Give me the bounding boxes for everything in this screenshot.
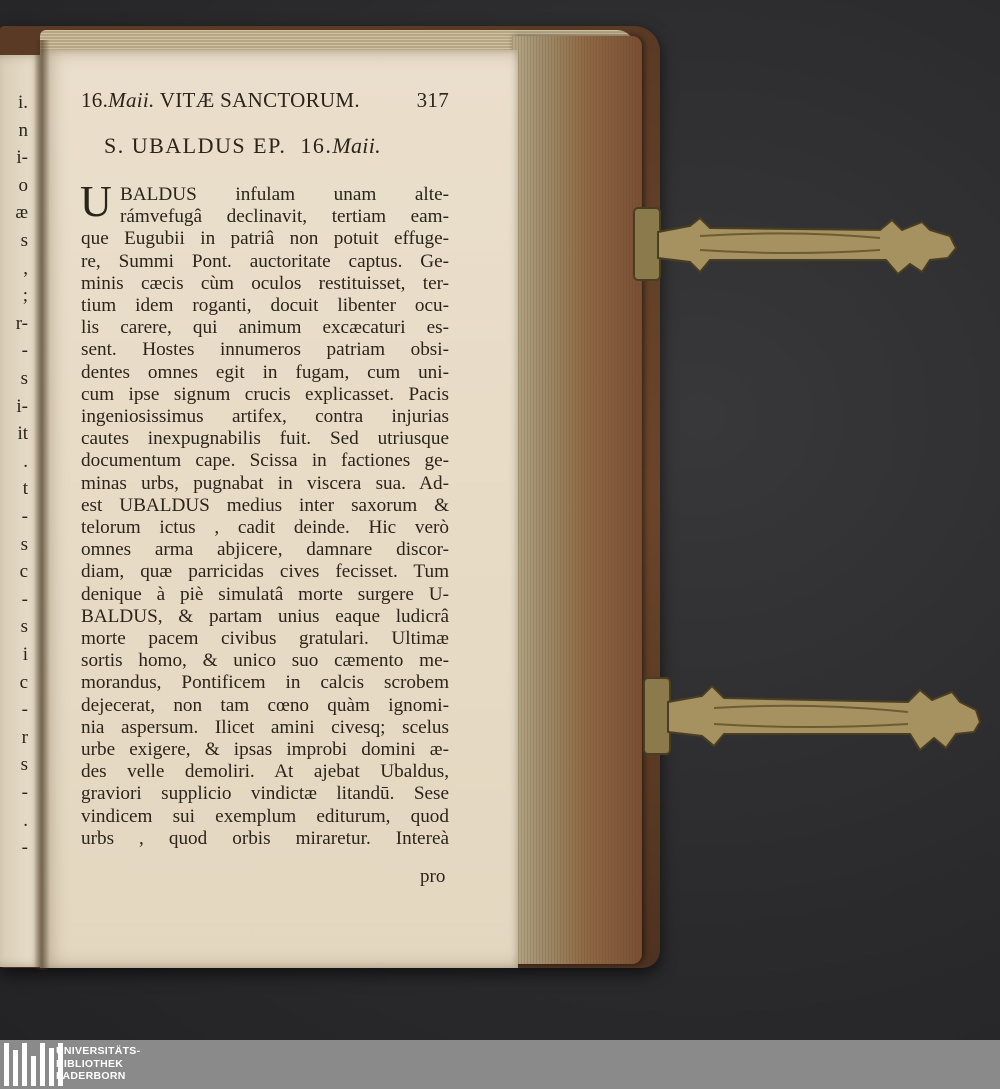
- library-name: UNIVERSITÄTS- BIBLIOTHEK PADERBORN: [56, 1045, 141, 1082]
- text-line: urbe exigere, & ipsas improbi domini æ-: [81, 739, 449, 760]
- text-line: minas urbs, pugnabat in viscera sua. Ad-: [81, 472, 449, 494]
- text-line: dentes omnes egit in fugam, cum uni-: [81, 361, 449, 383]
- text-line: vindicem sui exemplum editurum, quod: [81, 805, 449, 827]
- left-page-fragment: æ: [15, 202, 28, 224]
- page-edges-fore: [512, 36, 642, 964]
- left-page-fragment: it: [17, 423, 28, 445]
- page-number: 317: [416, 88, 449, 112]
- upper-clasp-icon: [630, 200, 960, 290]
- library-footer-bar: [0, 1040, 1000, 1089]
- text-line: BALDUS, & partam unius eaque ludicrâ: [81, 605, 449, 627]
- left-page-fragment: c: [19, 671, 28, 693]
- text-line: diam, quæ parricidas cives fecisset. Tum: [81, 561, 449, 583]
- left-page-fragment: i.: [17, 92, 28, 113]
- left-page-fragment: r: [21, 726, 28, 748]
- left-page-fragment: .: [23, 809, 28, 831]
- text-line: telorum ictus , cadit deinde. Hic verò: [81, 517, 449, 538]
- text-line: re, Summi Pont. auctoritate captus. Ge-: [81, 250, 449, 272]
- catchword: pro: [420, 866, 446, 887]
- text-line: morandus, Pontificem in calcis scrobem: [81, 672, 449, 694]
- feast-date: 16.: [300, 133, 333, 158]
- left-page-fragment: i-: [16, 395, 28, 417]
- left-page-fragment: -: [21, 506, 28, 527]
- text-line: est UBALDUS medius inter saxorum &: [81, 494, 449, 516]
- left-page-fragment: s: [20, 616, 28, 638]
- text-line: rámvefugâ declinavit, tertiam eam-: [120, 206, 449, 228]
- header-date: 16.: [81, 88, 109, 112]
- header-month: Maii.: [108, 88, 155, 112]
- text-line: cautes inexpugnabilis fuit. Sed utriusque: [81, 428, 449, 450]
- text-line: dejecerat, non tam cœno quàm ignomi-: [81, 694, 449, 716]
- text-line: urbs , quod orbis miraretur. Intereà: [81, 827, 449, 849]
- text-line: cum ipse signum crucis explicasset. Pacis: [81, 383, 449, 405]
- left-page-fragment: -: [21, 588, 28, 610]
- text-line: ingeniosissimus artifex, contra injurias: [81, 406, 449, 427]
- text-line: que Eugubii in patriâ non potuit effuge-: [81, 228, 449, 250]
- feast-month: Maii.: [332, 133, 381, 158]
- left-page-fragment: s: [20, 230, 28, 251]
- left-page-fragment: -: [21, 699, 28, 721]
- left-page-fragment: ,: [23, 257, 28, 279]
- text-line: minis cæcis cùm oculos restituisset, ter-: [81, 272, 449, 294]
- left-page-fragment: s: [20, 533, 28, 555]
- text-line: lis carere, qui animum excæcaturi es-: [81, 317, 449, 339]
- saint-heading: [104, 133, 381, 159]
- library-logo-icon: [4, 1043, 63, 1086]
- left-page-fragment: r-: [15, 312, 28, 334]
- left-page-fragment: i-: [16, 147, 28, 169]
- text-line: nia aspersum. Ilicet amini civesq; scelus: [81, 716, 449, 738]
- left-page-fragment: c: [19, 561, 28, 583]
- page-gutter-shadow: [34, 40, 50, 970]
- text-line: graviori supplicio vindictæ litandū. Sese: [81, 783, 449, 805]
- left-page-fragment: ;: [22, 285, 28, 307]
- left-page-fragment: s: [20, 754, 28, 776]
- saint-name: S. UBALDUS EP.: [104, 133, 287, 158]
- left-page-fragment: -: [21, 782, 28, 803]
- text-line: morte pacem civibus gratulari. Ultimæ: [81, 628, 449, 649]
- left-page-fragment: t: [22, 478, 28, 500]
- lower-clasp-icon: [640, 672, 985, 767]
- left-page-fragment: -: [21, 837, 28, 859]
- drop-capital: U: [80, 177, 112, 226]
- left-page-fragment: o: [18, 174, 28, 196]
- text-line: sortis homo, & unico suo cæmento me-: [81, 650, 449, 672]
- text-line: documentum cape. Scissa in factiones ge-: [81, 450, 449, 472]
- text-line: sent. Hostes innumeros patriam obsi-: [81, 339, 449, 361]
- text-line: omnes arma abjicere, damnare discor-: [81, 539, 449, 561]
- left-page-fragment: i: [22, 644, 28, 665]
- text-line: BALDUS infulam unam alte-: [120, 184, 449, 205]
- left-page-fragment: n: [18, 119, 28, 141]
- text-line: denique à piè simulatâ morte surgere U-: [81, 583, 449, 605]
- left-page-fragment: -: [21, 340, 28, 362]
- text-line: tium idem roganti, docuit libenter ocu-: [81, 295, 449, 316]
- running-header: [81, 88, 449, 113]
- left-page-fragment: .: [23, 450, 28, 472]
- header-title: VITÆ SANCTORUM.: [159, 88, 360, 112]
- text-line: des velle demoliri. At ajebat Ubaldus,: [81, 761, 449, 783]
- left-page-fragment: s: [20, 368, 28, 389]
